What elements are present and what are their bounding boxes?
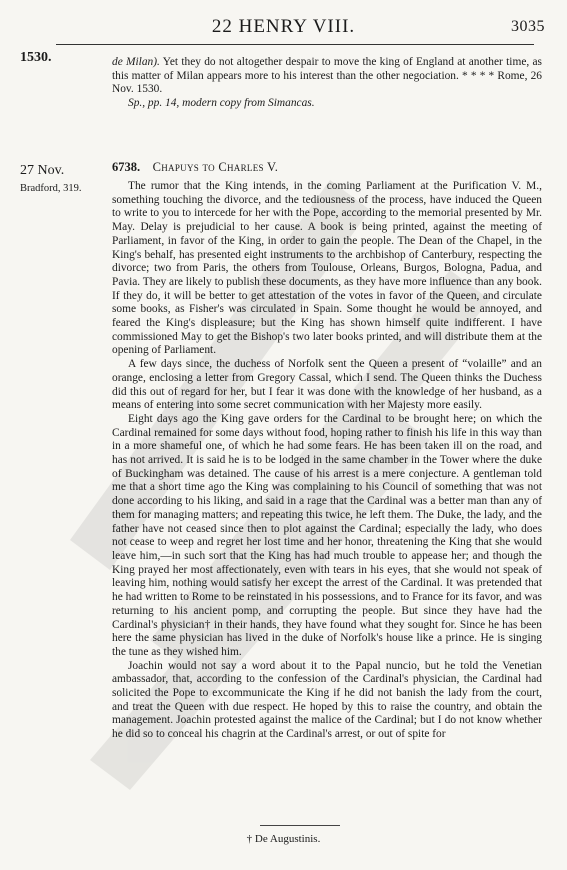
paragraph: A few days since, the duchess of Norfolk sent the Queen a present of “volaille” and an orange, enclosing a letter from Gregory Cassal, which I send. The Queen thinks the Duchess did this out of regard for her, but I fear it was done with the knowledge of her husband, as a means of entering into some secret communication with her Majesty more easily. <box>112 358 542 412</box>
continuation-text: Yet they do not altogether despair to move the king of England at another time, as this matter of Milan appears more to his interest than the other negociation. * * * * Rome, 26 Nov. 1530. <box>112 56 542 96</box>
entry-number: 6738. <box>112 160 141 174</box>
running-head-title: 22 HENRY VIII. <box>211 16 356 37</box>
paragraph: The rumor that the King intends, in the coming Parliament at the Purification V. M., something touching the divorce, and the tediousness of the process, have induced the Queen to write to you to intercede for her with the Pope, according to the memorial presented by Mr. May. Delay is prejudicial to her cause. A book is being printed, against the meeting of Parliament, in favor of the King, in order to gain the people. The Dean of the Chapel, in the King's behalf, has presented eight instruments to the archbishop of Canterbury, respecting the divorce; two from Paris, the others from Toulouse, Orleans, Burgos, Bologna, Padua, and Pavia. They are likely to publish these documents, as they have more influence than any book. If they do, it will be better to get attestation of the votes in favor of the Queen, and circulate some books, as Fisher's was circulated in Spain. Some thought he would be annoyed, and feared the King's displeasure; but the King has shown himself quite indifferent. I have commissioned May to get the Bishop's two later books printed, and will distribute them at the opening of Parliament. <box>112 180 542 357</box>
entry-body <box>112 180 542 742</box>
page-number: 3035 <box>511 18 545 35</box>
paragraph: Joachin would not say a word about it to the Papal nuncio, but he told the Venetian ambassador, that, according to the confession of the Cardinal's physician, the Cardinal had solicited the Pope to excommunicate the King if he did not banish the lady from the court, and treat the Queen with due respect. He hoped by this to raise the country, and obtain the management. Joachin protested against the malice of the Cardinal; but I do not know whether he did so to conceal his chagrin at the Cardinal's arrest, or out of spite for <box>112 659 542 741</box>
continuation-block <box>112 56 542 111</box>
header-rule <box>56 44 534 45</box>
footnote-rule <box>260 825 340 826</box>
margin-year: 1530. <box>20 50 52 65</box>
continuation-lead: de Milan). <box>112 56 160 68</box>
margin-entry-ref: Bradford, 319. <box>20 183 82 194</box>
continuation-source: Sp., pp. 14, modern copy from Simancas. <box>128 97 315 110</box>
entry-title: Chapuys to Charles V. <box>152 160 279 174</box>
entry-heading <box>112 160 542 175</box>
margin-entry-date: 27 Nov. <box>20 163 65 178</box>
paragraph: Eight days ago the King gave orders for the Cardinal to be brought here; on which the Cardinal remained for some days without food, hoping rather to finish his life in this way than in a more shameful one, of which he had some fears. He has been taken ill on the road, and has not arrived. It is said he is to be lodged in the same chamber in the Tower where the duke of Buckingham was detained. The cause of his arrest is a mere conjecture. A gentleman told me that a short time ago the King was complaining to his Council of something that was not done according to his liking, and said in a rage that the Cardinal was a better man than any of them for managing matters; and repeating this twice, he left them. The Duke, the lady, and the father have not ceased since then to plot against the Cardinal; especially the lady, who does not cease to weep and regret her lost time and her honor, threatening the King that she would leave him,—in such sort that the King has had much trouble to appease her; and though the King prayed her most affectionately, even with tears in his eyes, that she would not speak of leaving him, nothing would satisfy her except the arrest of the Cardinal. It was pretended that he had written to Rome to be reinstated in his possessions, and to France for its favor, and was returning to his ancient pomp, and corrupting the people. But since they have had the Cardinal's physician† in their hands, they have found what they sought for. Since he has been here the same physician has lived in the duke of Norfolk's house like a prince. He is singing the tune as they wished him. <box>112 412 542 658</box>
running-head <box>0 14 567 44</box>
footnote: † De Augustinis. <box>246 833 321 845</box>
